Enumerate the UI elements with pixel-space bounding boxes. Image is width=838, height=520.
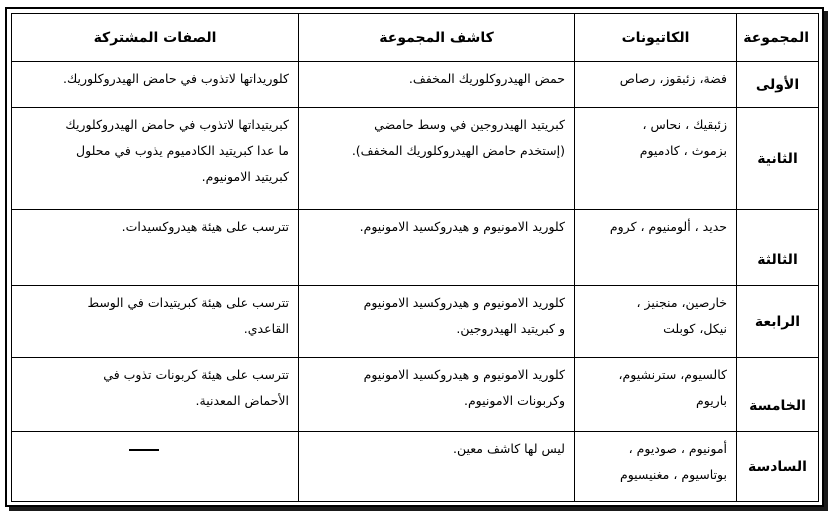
group-cell: الثالثة xyxy=(737,210,819,286)
empty-dash xyxy=(129,449,159,451)
reagent-cell xyxy=(299,210,575,286)
reagent-line: و كبريتيد الهيدروجين. xyxy=(456,321,565,336)
group-cell: الثانية xyxy=(737,108,819,210)
properties-line: الأحماض المعدنية. xyxy=(195,393,289,408)
properties-cell xyxy=(12,358,299,432)
reagent-cell xyxy=(299,432,575,502)
reagent-line: كلوريد الامونيوم و هيدروكسيد الامونيوم xyxy=(363,367,565,382)
reagent-line: ليس لها كاشف معين. xyxy=(453,441,565,456)
header-cations: الكاتيونات xyxy=(575,14,737,62)
cations-cell xyxy=(575,286,737,358)
properties-line: تترسب على هيئة هيدروكسيدات. xyxy=(121,219,289,234)
cations-line: زئبقيك ، نحاس ، xyxy=(642,117,727,132)
cations-line: كالسيوم، سترنشيوم، xyxy=(618,367,727,382)
cations-cell xyxy=(575,358,737,432)
cations-line: أمونيوم ، صوديوم ، xyxy=(628,441,727,456)
reagent-line: كلوريد الامونيوم و هيدروكسيد الامونيوم xyxy=(363,295,565,310)
group-cell: الخامسة xyxy=(737,358,819,432)
table-row xyxy=(12,108,819,210)
group-cell: السادسة xyxy=(737,432,819,502)
reagent-cell xyxy=(299,62,575,108)
reagent-cell xyxy=(299,286,575,358)
cations-line: نيكل، كوبلت xyxy=(663,321,727,336)
reagent-cell xyxy=(299,358,575,432)
properties-line: تترسب على هيئة كربونات تذوب في xyxy=(103,367,289,382)
reagent-cell xyxy=(299,108,575,210)
cations-cell xyxy=(575,210,737,286)
cations-line: باريوم xyxy=(696,393,727,408)
properties-cell xyxy=(12,432,299,502)
reagent-line: وكربونات الامونيوم. xyxy=(463,393,565,408)
cation-groups-table xyxy=(11,13,819,502)
group-cell: الرابعة xyxy=(737,286,819,358)
cations-line: بوتاسيوم ، مغنيسيوم xyxy=(619,467,727,482)
reagent-line: حمض الهيدروكلوريك المخفف. xyxy=(408,71,565,86)
table-frame xyxy=(5,7,824,507)
cations-cell xyxy=(575,62,737,108)
cations-cell xyxy=(575,108,737,210)
properties-cell xyxy=(12,286,299,358)
properties-cell xyxy=(12,108,299,210)
cations-line: فضة، زئبقوز، رصاص xyxy=(619,71,727,86)
table-row xyxy=(12,210,819,286)
table-row xyxy=(12,432,819,502)
table-row xyxy=(12,286,819,358)
header-group: المجموعة xyxy=(737,14,819,62)
table-row xyxy=(12,358,819,432)
group-cell: الأولى xyxy=(737,62,819,108)
cations-line: حديد ، ألومنيوم ، كروم xyxy=(609,219,727,234)
reagent-line: (إستخدم حامض الهيدروكلوريك المخفف). xyxy=(351,143,565,158)
header-reagent: كاشف المجموعة xyxy=(299,14,575,62)
reagent-line: كلوريد الامونيوم و هيدروكسيد الامونيوم. xyxy=(359,219,565,234)
table-row xyxy=(12,62,819,108)
properties-line: كبريتيد الامونيوم. xyxy=(201,169,289,184)
cations-line: بزموث ، كادميوم xyxy=(639,143,727,158)
properties-line: ما عدا كبريتيد الكادميوم يذوب في محلول xyxy=(76,143,289,158)
cations-line: خارصين، منجنيز ، xyxy=(636,295,727,310)
header-properties: الصفات المشتركة xyxy=(12,14,299,62)
properties-line: كلوريداتها لاتذوب في حامض الهيدروكلوريك. xyxy=(63,71,289,86)
properties-line: القاعدي. xyxy=(243,321,289,336)
properties-cell xyxy=(12,210,299,286)
reagent-line: كبريتيد الهيدروجين في وسط حامضي xyxy=(374,117,565,132)
properties-line: تترسب على هيئة كبريتيدات في الوسط xyxy=(87,295,289,310)
header-row xyxy=(12,14,819,62)
properties-line: كبريتيداتها لاتذوب في حامض الهيدروكلوريك xyxy=(65,117,289,132)
cations-cell xyxy=(575,432,737,502)
properties-cell xyxy=(12,62,299,108)
